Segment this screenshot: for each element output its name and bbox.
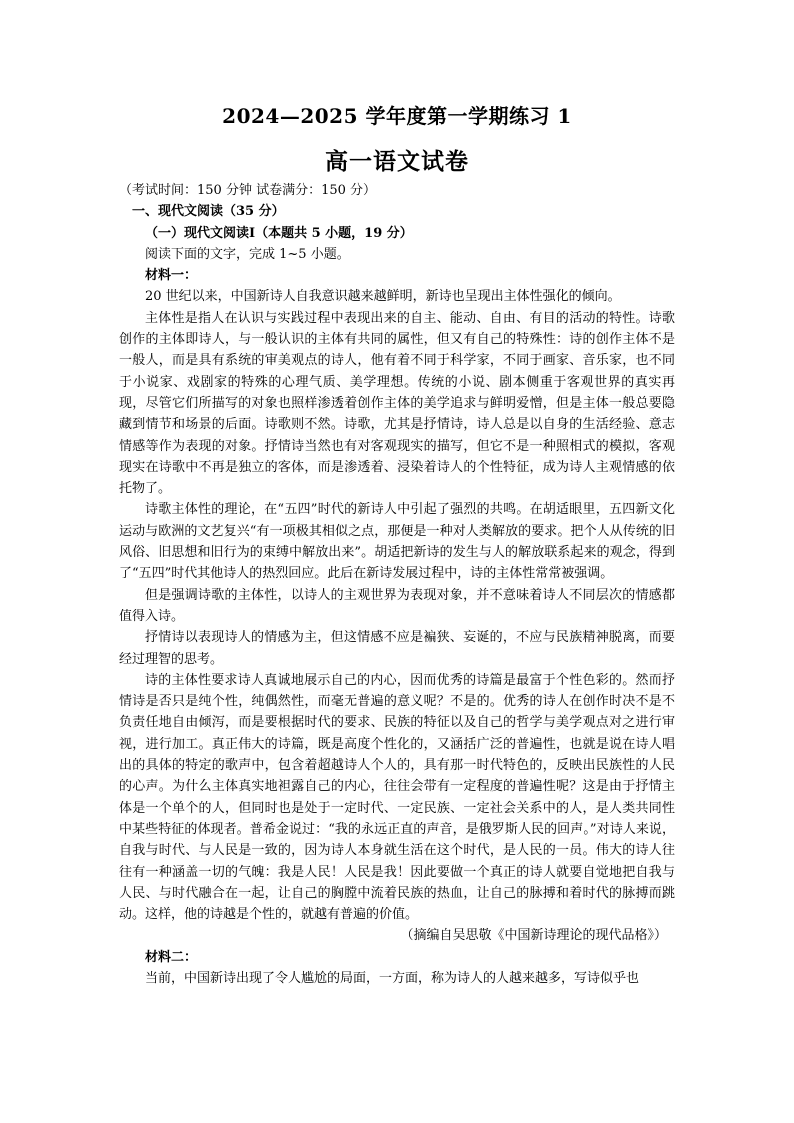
source-citation: （摘编自吴思敬《中国新诗理论的现代品格》） — [400, 928, 667, 944]
material-label: 材料二： — [145, 949, 198, 965]
body-paragraph: 诗歌主体性的理论，在“五四”时代的新诗人中引起了强烈的共鸣。在胡适眼里，五四新文化运动与欧洲的文艺复兴“有一项极其相似之点，那便是一种对人类解放的要求。把个人从传统的旧风俗、旧思想和旧行为的束缚中解放出来”。胡适把新诗的发生与人的解放联系起来的观念，得到了“五四”时代其他诗人的热烈回应。此后在新诗发展过程中，诗的主体性常常被强调。 — [119, 502, 675, 582]
paper-subtitle: 高一语文试卷 — [325, 148, 469, 175]
body-paragraph: 当前，中国新诗出现了令人尴尬的局面，一方面，称为诗人的人越来越多，写诗似乎也 — [145, 970, 640, 986]
body-paragraph: 抒情诗以表现诗人的情感为主，但这情感不应是褊狭、妄诞的，不应与民族精神脱离，而要经过理智的思考。 — [119, 630, 675, 667]
section-subheading: （一）现代文阅读Ⅰ（本题共 5 小题，19 分） — [145, 225, 413, 241]
document-body — [119, 180, 675, 989]
exam-title: 2024—2025 学年度第一学期练习 1 — [222, 104, 572, 128]
body-paragraph: 主体性是指人在认识与实践过程中表现出来的自主、能动、自由、有目的活动的特性。诗歌创作的主体即诗人，与一般认识的主体有共同的属性，但又有自己的特殊性：诗的创作主体不是一般人，而是具有系统的审美观点的诗人，他有着不同于科学家，不同于画家、音乐家，也不同于小说家、戏剧家的特殊的心理气质、美学理想。传统的小说、剧本侧重于客观世界的真实再现，尽管它们所描写的对象也照样渗透着创作主体的美学追求与鲜明爱憎，但是主体一般总要隐藏到情节和场景的后面。诗歌则不然。诗歌，尤其是抒情诗，诗人总是以自身的生活经验、意志情感等作为表现的对象。抒情诗当然也有对客观现实的描写，但它不是一种照相式的模拟，客观现实在诗歌中不再是独立的客体，而是渗透着、浸染着诗人的个性特征，成为诗人主观情感的依托物了。 — [119, 310, 675, 497]
body-paragraph: 20 世纪以来，中国新诗人自我意识越来越鲜明，新诗也呈现出主体性强化的倾向。 — [145, 289, 621, 305]
material-label: 材料一： — [145, 268, 198, 284]
body-paragraph: 但是强调诗歌的主体性，以诗人的主观世界为表现对象，并不意味着诗人不同层次的情感都值得入诗。 — [119, 587, 675, 624]
body-paragraph: 诗的主体性要求诗人真诚地展示自己的内心，因而优秀的诗篇是最富于个性色彩的。然而抒情诗是否只是纯个性，纯偶然性，而毫无普遍的意义呢？不是的。优秀的诗人在创作时决不是不负责任地自由倾泻，而是要根据时代的要求、民族的特征以及自己的哲学与美学观点对之进行审视，进行加工。真正伟大的诗篇，既是高度个性化的，又涵括广泛的普遍性，也就是说在诗人唱出的具体的特定的歌声中，包含着超越诗人个人的，具有那一时代特色的，反映出民族性的人民的心声。为什么主体真实地袒露自己的内心，往往会带有一定程度的普遍性呢？这是由于抒情主体是一个单个的人，但同时也是处于一定时代、一定民族、一定社会关系中的人，是人类共同性中某些特征的体现者。普希金说过：“我的永远正直的声音，是俄罗斯人民的回声。”对诗人来说，自我与时代、与人民是一致的，因为诗人本身就生活在这个时代，是人民的一员。伟大的诗人往往有一种涵盖一切的气魄：我是人民！人民是我！因此要做一个真正的诗人就要自觉地把自我与人民、与时代融合在一起，让自己的胸膛中流着民族的热血，让自己的脉搏和着时代的脉搏而跳动。这样，他的诗越是个性的，就越有普遍的价值。 — [119, 672, 675, 923]
exam-info: （考试时间：150 分钟 试卷满分：150 分） — [119, 183, 377, 198]
section-heading: 一、现代文阅读（35 分） — [132, 204, 285, 220]
reading-instruction: 阅读下面的文字，完成 1~5 小题。 — [145, 246, 350, 262]
